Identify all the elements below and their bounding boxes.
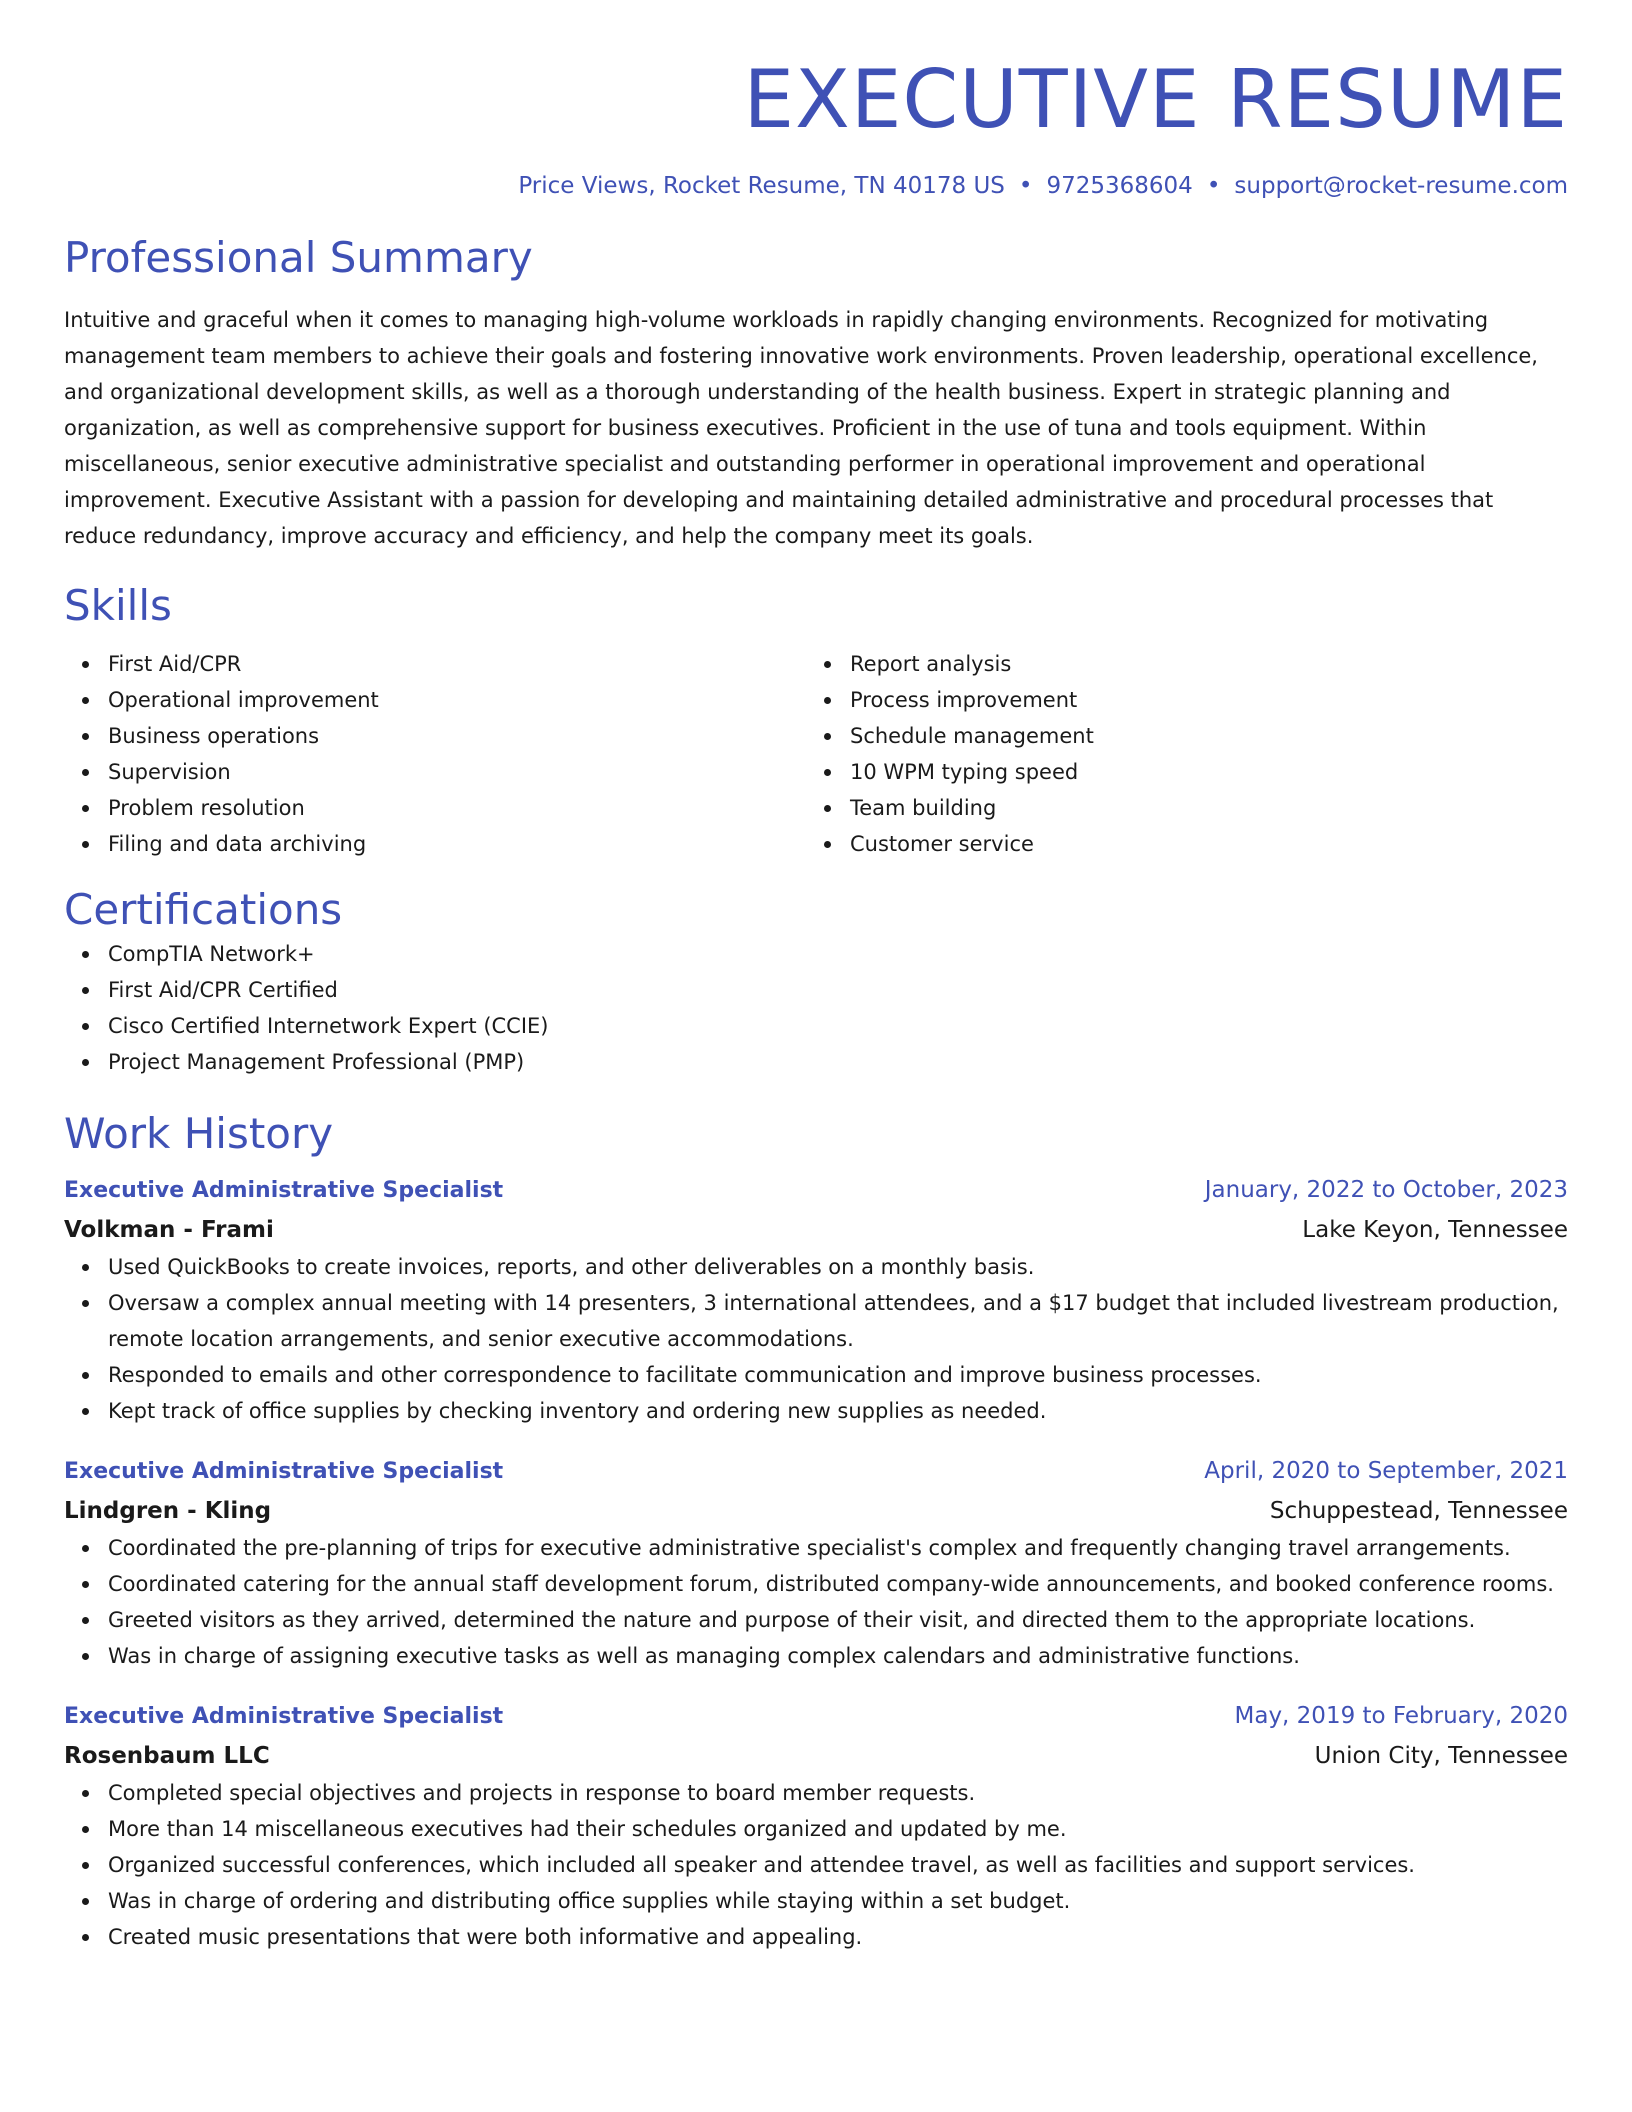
job-company-row	[64, 1737, 1568, 1775]
skill-item: Process improvement	[850, 682, 1548, 718]
summary-text: Intuitive and graceful when it comes to managing high-volume workloads in rapidly changing environments. Recognized for motivating management team members to achieve their goals and fostering innovative work environments. Proven leadership, operational excellence, and organizational development skills, as well as a thorough understanding of the health business. Expert in strategic planning and organization, as well as comprehensive support for business executives. Proficient in the use of tuna and tools equipment. Within miscellaneous, senior executive administrative specialist and outstanding performer in operational improvement and operational improvement. Executive Assistant with a passion for developing and maintaining detailed administrative and procedural processes that reduce redundancy, improve accuracy and efficiency, and help the company meet its goals.	[64, 308, 1538, 548]
resume-name: EXECUTIVE RESUME	[743, 53, 1568, 146]
skill-item: Business operations	[108, 718, 806, 754]
certification-item: First Aid/CPR Certified	[108, 972, 1568, 1008]
job-header-row	[64, 1451, 1568, 1492]
job-dates: April, 2020 to September, 2021	[1204, 1458, 1568, 1484]
contact-separator: •	[1018, 173, 1033, 199]
skill-item: Problem resolution	[108, 790, 806, 826]
job-duty: Organized successful conferences, which included all speaker and attendee travel, as well as facilities and support services.	[108, 1847, 1568, 1883]
job-duty: Was in charge of assigning executive tasks as well as managing complex calendars and administrative functions.	[108, 1638, 1568, 1674]
skills-heading: Skills	[64, 581, 172, 630]
job-title: Executive Administrative Specialist	[64, 1178, 504, 1203]
job-company: Lindgren - Kling	[64, 1498, 272, 1524]
job-duty: Coordinated catering for the annual staff development forum, distributed company-wide announcements, and booked conference rooms.	[108, 1566, 1568, 1602]
contact-separator: •	[1206, 173, 1221, 199]
job-location: Schuppestead, Tennessee	[1269, 1498, 1568, 1524]
job-title: Executive Administrative Specialist	[64, 1459, 504, 1484]
job-location: Lake Keyon, Tennessee	[1302, 1217, 1568, 1243]
job-duty: Coordinated the pre-planning of trips for executive administrative specialist's complex and frequently changing travel arrangements.	[108, 1530, 1568, 1566]
skill-item: First Aid/CPR	[108, 646, 806, 682]
work-history-heading: Work History	[64, 1109, 334, 1158]
certification-item: CompTIA Network+	[108, 936, 1568, 972]
job-company: Rosenbaum LLC	[64, 1743, 270, 1769]
skill-item: Report analysis	[850, 646, 1548, 682]
job-duty: Oversaw a complex annual meeting with 14 presenters, 3 international attendees, and a $17 budget that included livestream production, remote location arrangements, and senior executive accommodations.	[108, 1285, 1568, 1357]
skill-item: Schedule management	[850, 718, 1548, 754]
skill-item: Filing and data archiving	[108, 826, 806, 862]
job-duty: Used QuickBooks to create invoices, reports, and other deliverables on a monthly basis.	[108, 1249, 1568, 1285]
skills-column-right	[806, 646, 1548, 862]
certification-item: Project Management Professional (PMP)	[108, 1044, 1568, 1080]
skills-grid	[64, 646, 1568, 862]
job-duty: More than 14 miscellaneous executives had their schedules organized and updated by me.	[108, 1811, 1568, 1847]
job-entry	[64, 1696, 1568, 1955]
job-duties-list	[64, 1775, 1568, 1955]
job-duty: Was in charge of ordering and distributing office supplies while staying within a set budget.	[108, 1883, 1568, 1919]
job-duty: Completed special objectives and projects in response to board member requests.	[108, 1775, 1568, 1811]
job-title: Executive Administrative Specialist	[64, 1704, 504, 1729]
job-entry	[64, 1451, 1568, 1674]
job-header-row	[64, 1170, 1568, 1211]
job-header-row	[64, 1696, 1568, 1737]
skills-column-left	[64, 646, 806, 862]
resume-header	[64, 52, 1568, 202]
job-duties-list	[64, 1249, 1568, 1429]
job-company-row	[64, 1492, 1568, 1530]
job-dates: January, 2022 to October, 2023	[1204, 1177, 1568, 1203]
skills-list-left	[64, 646, 806, 862]
contact-address: Price Views, Rocket Resume, TN 40178 US	[518, 173, 1005, 199]
job-location: Union City, Tennessee	[1314, 1743, 1568, 1769]
contact-phone: 9725368604	[1046, 173, 1193, 199]
skills-list-right	[806, 646, 1548, 862]
certifications-list	[64, 936, 1568, 1080]
certifications-heading: Certifications	[64, 885, 343, 934]
job-company-row	[64, 1211, 1568, 1249]
skill-item: Supervision	[108, 754, 806, 790]
summary-heading: Professional Summary	[64, 233, 533, 282]
skill-item: 10 WPM typing speed	[850, 754, 1548, 790]
job-company: Volkman - Frami	[64, 1217, 274, 1243]
job-entry	[64, 1170, 1568, 1429]
skill-item: Customer service	[850, 826, 1548, 862]
contact-email: support@rocket-resume.com	[1234, 173, 1568, 199]
job-duty: Created music presentations that were both informative and appealing.	[108, 1919, 1568, 1955]
job-duty: Kept track of office supplies by checking inventory and ordering new supplies as needed.	[108, 1393, 1568, 1429]
job-dates: May, 2019 to February, 2020	[1234, 1703, 1568, 1729]
skill-item: Operational improvement	[108, 682, 806, 718]
job-duty: Responded to emails and other correspondence to facilitate communication and improve business processes.	[108, 1357, 1568, 1393]
job-duties-list	[64, 1530, 1568, 1674]
contact-line	[64, 170, 1568, 202]
skill-item: Team building	[850, 790, 1548, 826]
job-duty: Greeted visitors as they arrived, determined the nature and purpose of their visit, and directed them to the appropriate locations.	[108, 1602, 1568, 1638]
certification-item: Cisco Certified Internetwork Expert (CCIE)	[108, 1008, 1568, 1044]
